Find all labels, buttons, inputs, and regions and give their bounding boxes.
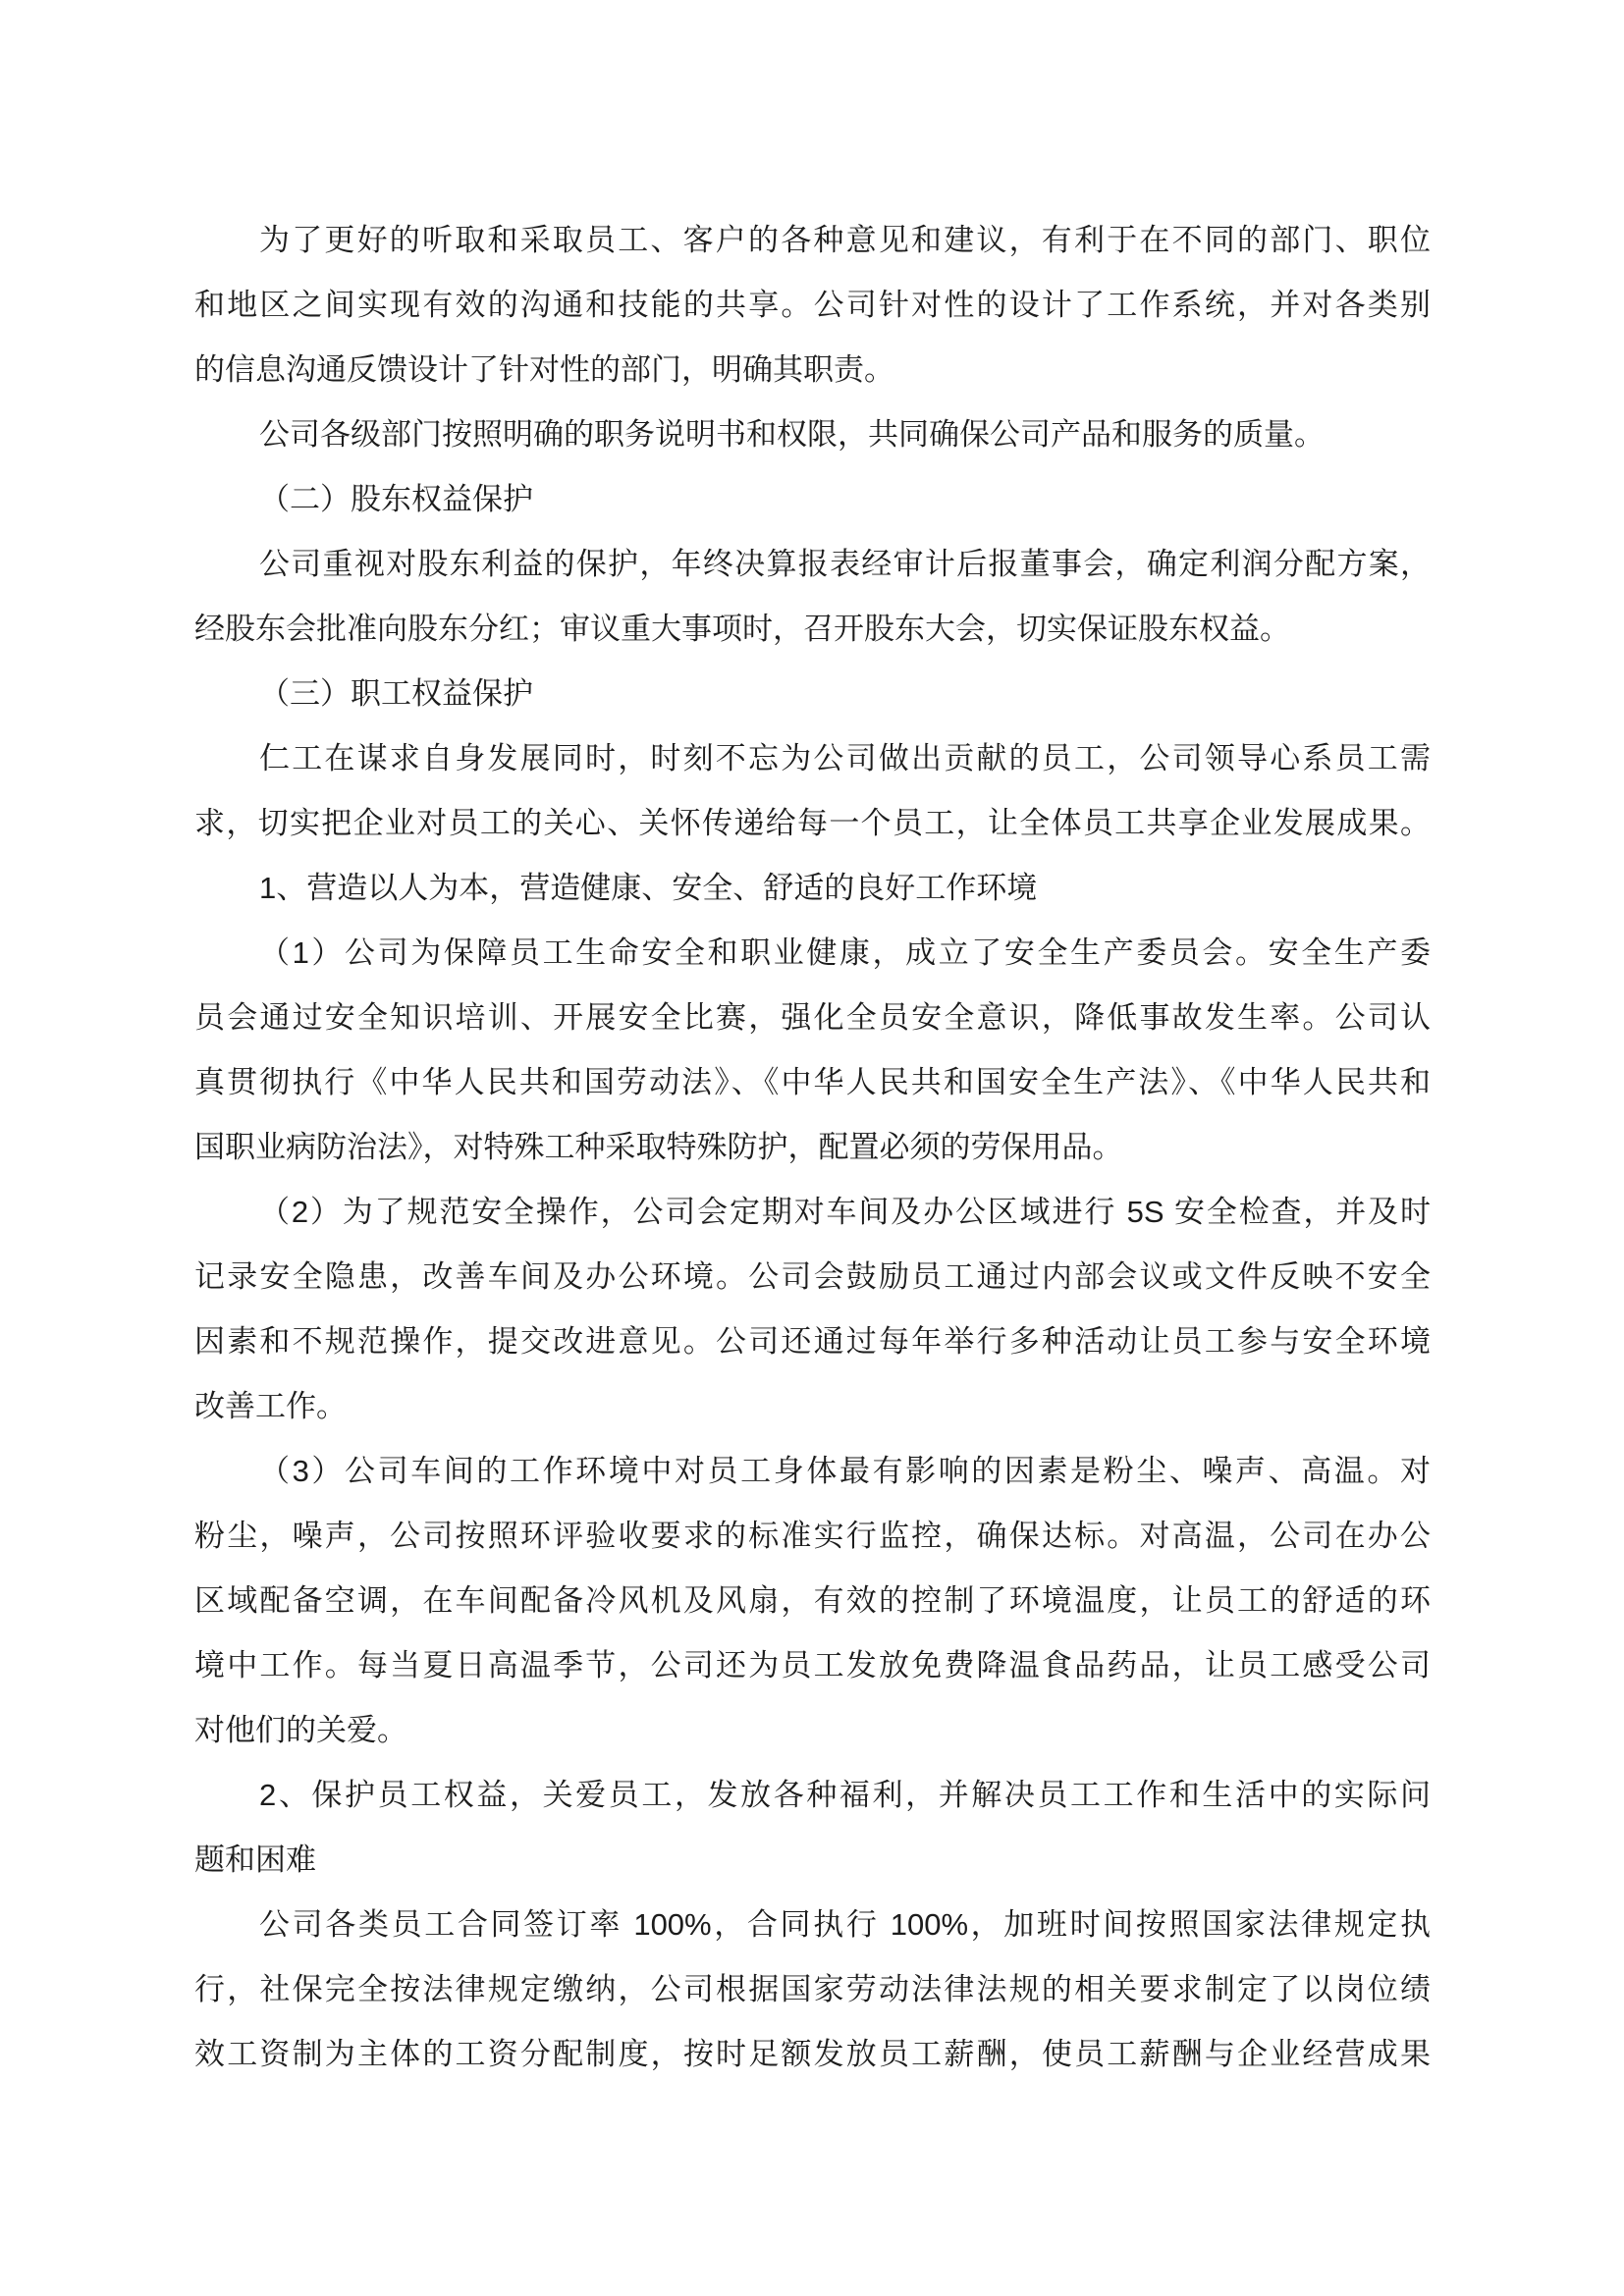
text-line: 记录安全隐患，改善车间及办公环境。公司会鼓励员工通过内部会议或文件反映不安全	[194, 1259, 1431, 1294]
text-line: 因素和不规范操作，提交改进意见。公司还通过每年举行多种活动让员工参与安全环境	[194, 1324, 1431, 1359]
text-line: 2、保护员工权益，关爱员工，发放各种福利，并解决员工工作和生活中的实际问	[259, 1778, 1431, 1812]
text-line: 行，社保完全按法律规定缴纳，公司根据国家劳动法律法规的相关要求制定了以岗位绩	[194, 1972, 1431, 2006]
text-line: 公司各类员工合同签订率 100%，合同执行 100%，加班时间按照国家法律规定执	[259, 1907, 1431, 1942]
document-text-body	[194, 208, 1431, 2087]
text-line: （三）职工权益保护	[259, 676, 533, 711]
text-line: 题和困难	[194, 1842, 316, 1877]
text-line: 和地区之间实现有效的沟通和技能的共享。公司针对性的设计了工作系统，并对各类别	[194, 288, 1431, 322]
text-line: （2）为了规范安全操作，公司会定期对车间及办公区域进行 5S 安全检查，并及时	[259, 1195, 1431, 1229]
text-line: 公司各级部门按照明确的职务说明书和权限，共同确保公司产品和服务的质量。	[259, 417, 1325, 452]
text-line: （二）股东权益保护	[259, 482, 533, 516]
text-line: 经股东会批准向股东分红；审议重大事项时，召开股东大会，切实保证股东权益。	[194, 612, 1290, 646]
text-line: 对他们的关爱。	[194, 1713, 407, 1747]
text-line: 境中工作。每当夏日高温季节，公司还为员工发放免费降温食品药品，让员工感受公司	[194, 1648, 1431, 1682]
text-line: 员会通过安全知识培训、开展安全比赛，强化全员安全意识，降低事故发生率。公司认	[194, 1000, 1431, 1035]
text-line: 为了更好的听取和采取员工、客户的各种意见和建议，有利于在不同的部门、职位	[259, 223, 1431, 257]
text-line: 区域配备空调，在车间配备冷风机及风扇，有效的控制了环境温度，让员工的舒适的环	[194, 1583, 1431, 1618]
text-line: （3）公司车间的工作环境中对员工身体最有影响的因素是粉尘、噪声、高温。对	[259, 1454, 1431, 1488]
text-line: 真贯彻执行《中华人民共和国劳动法》、《中华人民共和国安全生产法》、《中华人民共和	[194, 1065, 1431, 1099]
text-line: 粉尘，噪声，公司按照环评验收要求的标准实行监控，确保达标。对高温，公司在办公	[194, 1519, 1431, 1553]
text-line: 的信息沟通反馈设计了针对性的部门，明确其职责。	[194, 352, 894, 387]
text-line: 效工资制为主体的工资分配制度，按时足额发放员工薪酬，使员工薪酬与企业经营成果	[194, 2037, 1431, 2071]
text-line: 1、营造以人为本，营造健康、安全、舒适的良好工作环境	[259, 871, 1038, 905]
text-line: （1）公司为保障员工生命安全和职业健康，成立了安全生产委员会。安全生产委	[259, 935, 1431, 970]
text-line: 仁工在谋求自身发展同时，时刻不忘为公司做出贡献的员工，公司领导心系员工需	[259, 741, 1431, 775]
text-line: 求，切实把企业对员工的关心、关怀传递给每一个员工，让全体员工共享企业发展成果。	[194, 806, 1431, 840]
text-line: 改善工作。	[194, 1389, 347, 1423]
text-line: 公司重视对股东利益的保护，年终决算报表经审计后报董事会，确定利润分配方案，	[259, 547, 1431, 581]
text-line: 国职业病防治法》，对特殊工种采取特殊防护，配置必须的劳保用品。	[194, 1130, 1123, 1164]
